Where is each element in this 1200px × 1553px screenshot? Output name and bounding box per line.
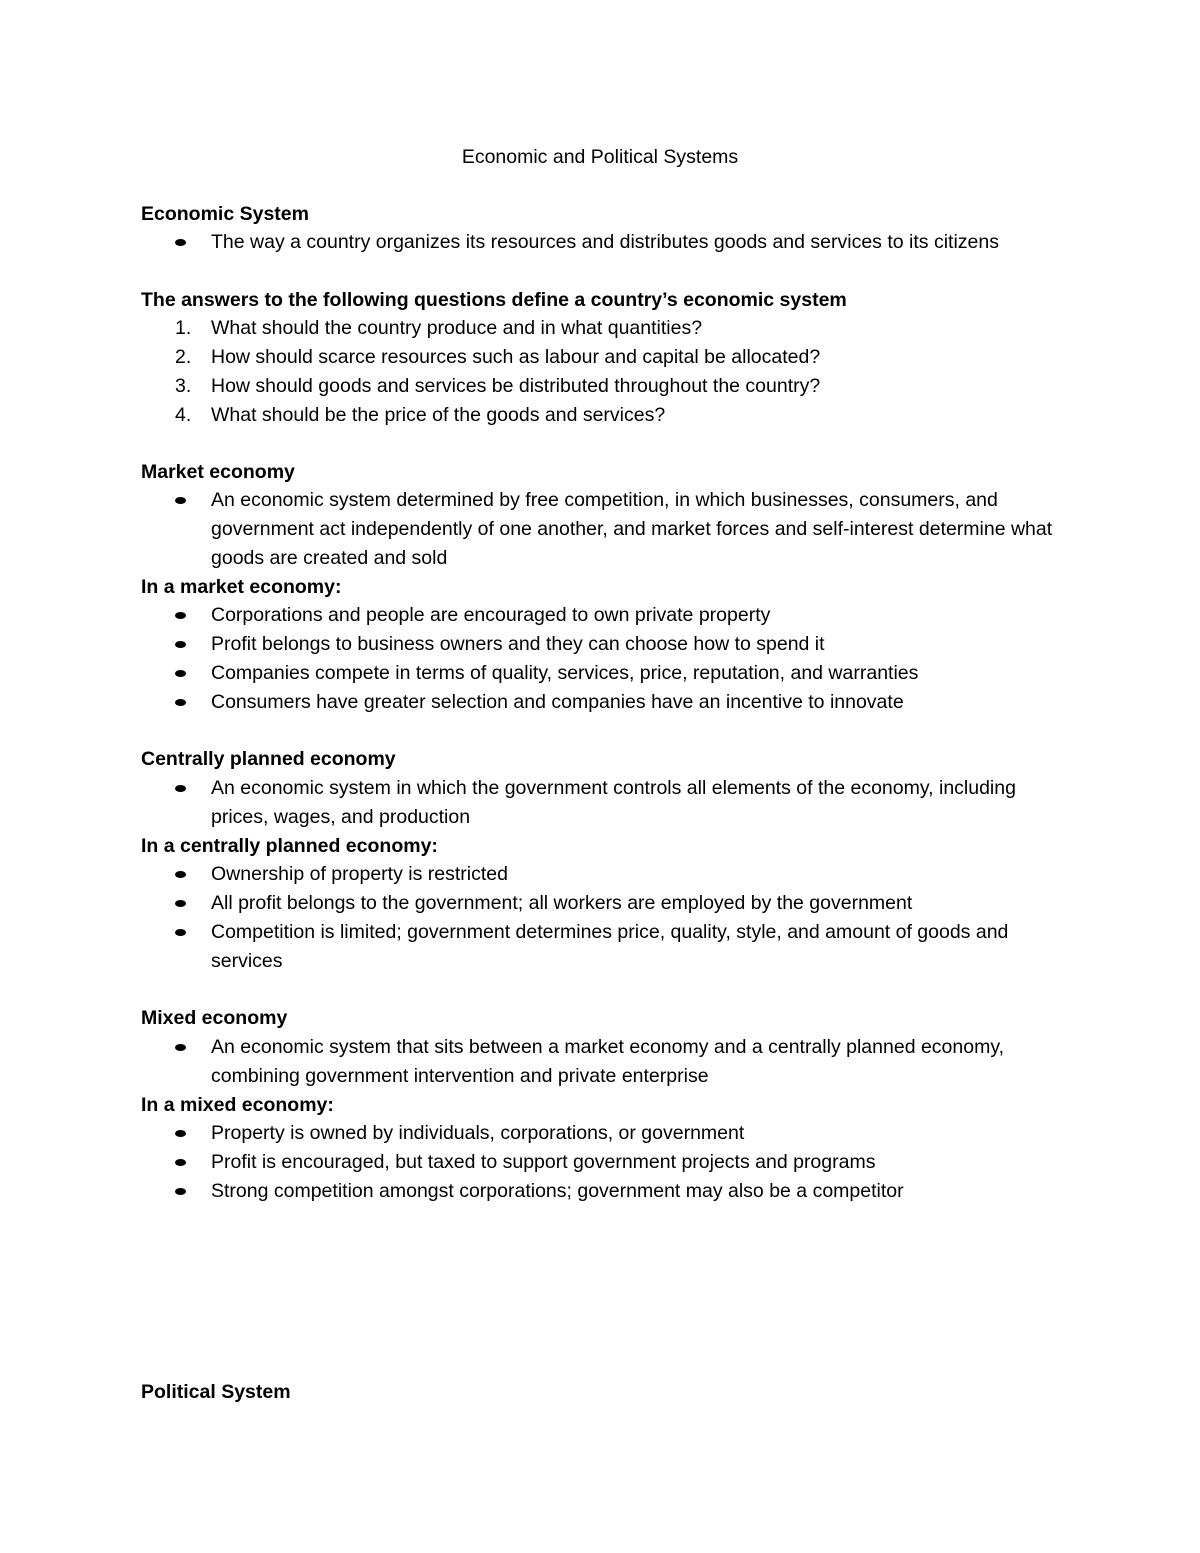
mixed-economy-definition: An economic system that sits between a market economy and a centrally planned economy, combining government intervention and private enterprise <box>211 1036 1005 1087</box>
economic-system-definition: The way a country organizes its resources and distributes goods and services to its citizens <box>211 231 999 253</box>
central-economy-heading: Centrally planned economy <box>141 748 396 770</box>
central-economy-subheading: In a centrally planned economy: <box>141 835 438 857</box>
question-item: How should goods and services be distributed throughout the country? <box>211 375 821 397</box>
list-number: 1. <box>175 317 192 339</box>
bullet-icon <box>175 641 186 648</box>
market-economy-subheading: In a market economy: <box>141 576 342 598</box>
bullet-icon <box>175 612 186 619</box>
bullet-icon <box>175 1159 186 1166</box>
list-item: Consumers have greater selection and companies have an incentive to innovate <box>211 691 904 713</box>
list-item: All profit belongs to the government; all workers are employed by the government <box>211 892 913 914</box>
list-item: Companies compete in terms of quality, services, price, reputation, and warranties <box>211 662 919 684</box>
bullet-icon <box>175 785 186 792</box>
bullet-icon <box>175 1044 186 1051</box>
list-number: 2. <box>175 346 192 368</box>
list-item: Strong competition amongst corporations; government may also be a competitor <box>211 1180 904 1202</box>
question-item: What should the country produce and in what quantities? <box>211 317 703 339</box>
bullet-icon <box>175 699 186 706</box>
list-item: Corporations and people are encouraged to own private property <box>211 604 771 626</box>
list-item: Profit is encouraged, but taxed to support government projects and programs <box>211 1151 876 1173</box>
bullet-icon <box>175 497 186 504</box>
central-economy-definition: An economic system in which the government controls all elements of the economy, including prices, wages, and production <box>211 777 1016 828</box>
list-number: 3. <box>175 375 192 397</box>
bullet-icon <box>175 929 186 936</box>
market-economy-heading: Market economy <box>141 461 295 483</box>
market-economy-definition: An economic system determined by free competition, in which businesses, consumers, and government act independently of one another, and market forces and self-interest determine what goods are created and sold <box>211 489 1053 569</box>
list-number: 4. <box>175 404 192 426</box>
bullet-icon <box>175 900 186 907</box>
list-item: Profit belongs to business owners and they can choose how to spend it <box>211 633 825 655</box>
bullet-icon <box>175 239 186 246</box>
list-item: Competition is limited; government determines price, quality, style, and amount of goods and services <box>211 921 1009 972</box>
mixed-economy-heading: Mixed economy <box>141 1007 288 1029</box>
list-item: Property is owned by individuals, corporations, or government <box>211 1122 745 1144</box>
bullet-icon <box>175 670 186 677</box>
page-title: Economic and Political Systems <box>461 146 739 168</box>
bullet-icon <box>175 1130 186 1137</box>
question-item: What should be the price of the goods and services? <box>211 404 666 426</box>
mixed-economy-subheading: In a mixed economy: <box>141 1094 334 1116</box>
political-system-heading: Political System <box>141 1381 291 1403</box>
question-item: How should scarce resources such as labour and capital be allocated? <box>211 346 821 368</box>
bullet-icon <box>175 1188 186 1195</box>
questions-heading: The answers to the following questions define a country’s economic system <box>141 289 847 311</box>
economic-system-heading: Economic System <box>141 203 309 225</box>
bullet-icon <box>175 871 186 878</box>
list-item: Ownership of property is restricted <box>211 863 508 885</box>
